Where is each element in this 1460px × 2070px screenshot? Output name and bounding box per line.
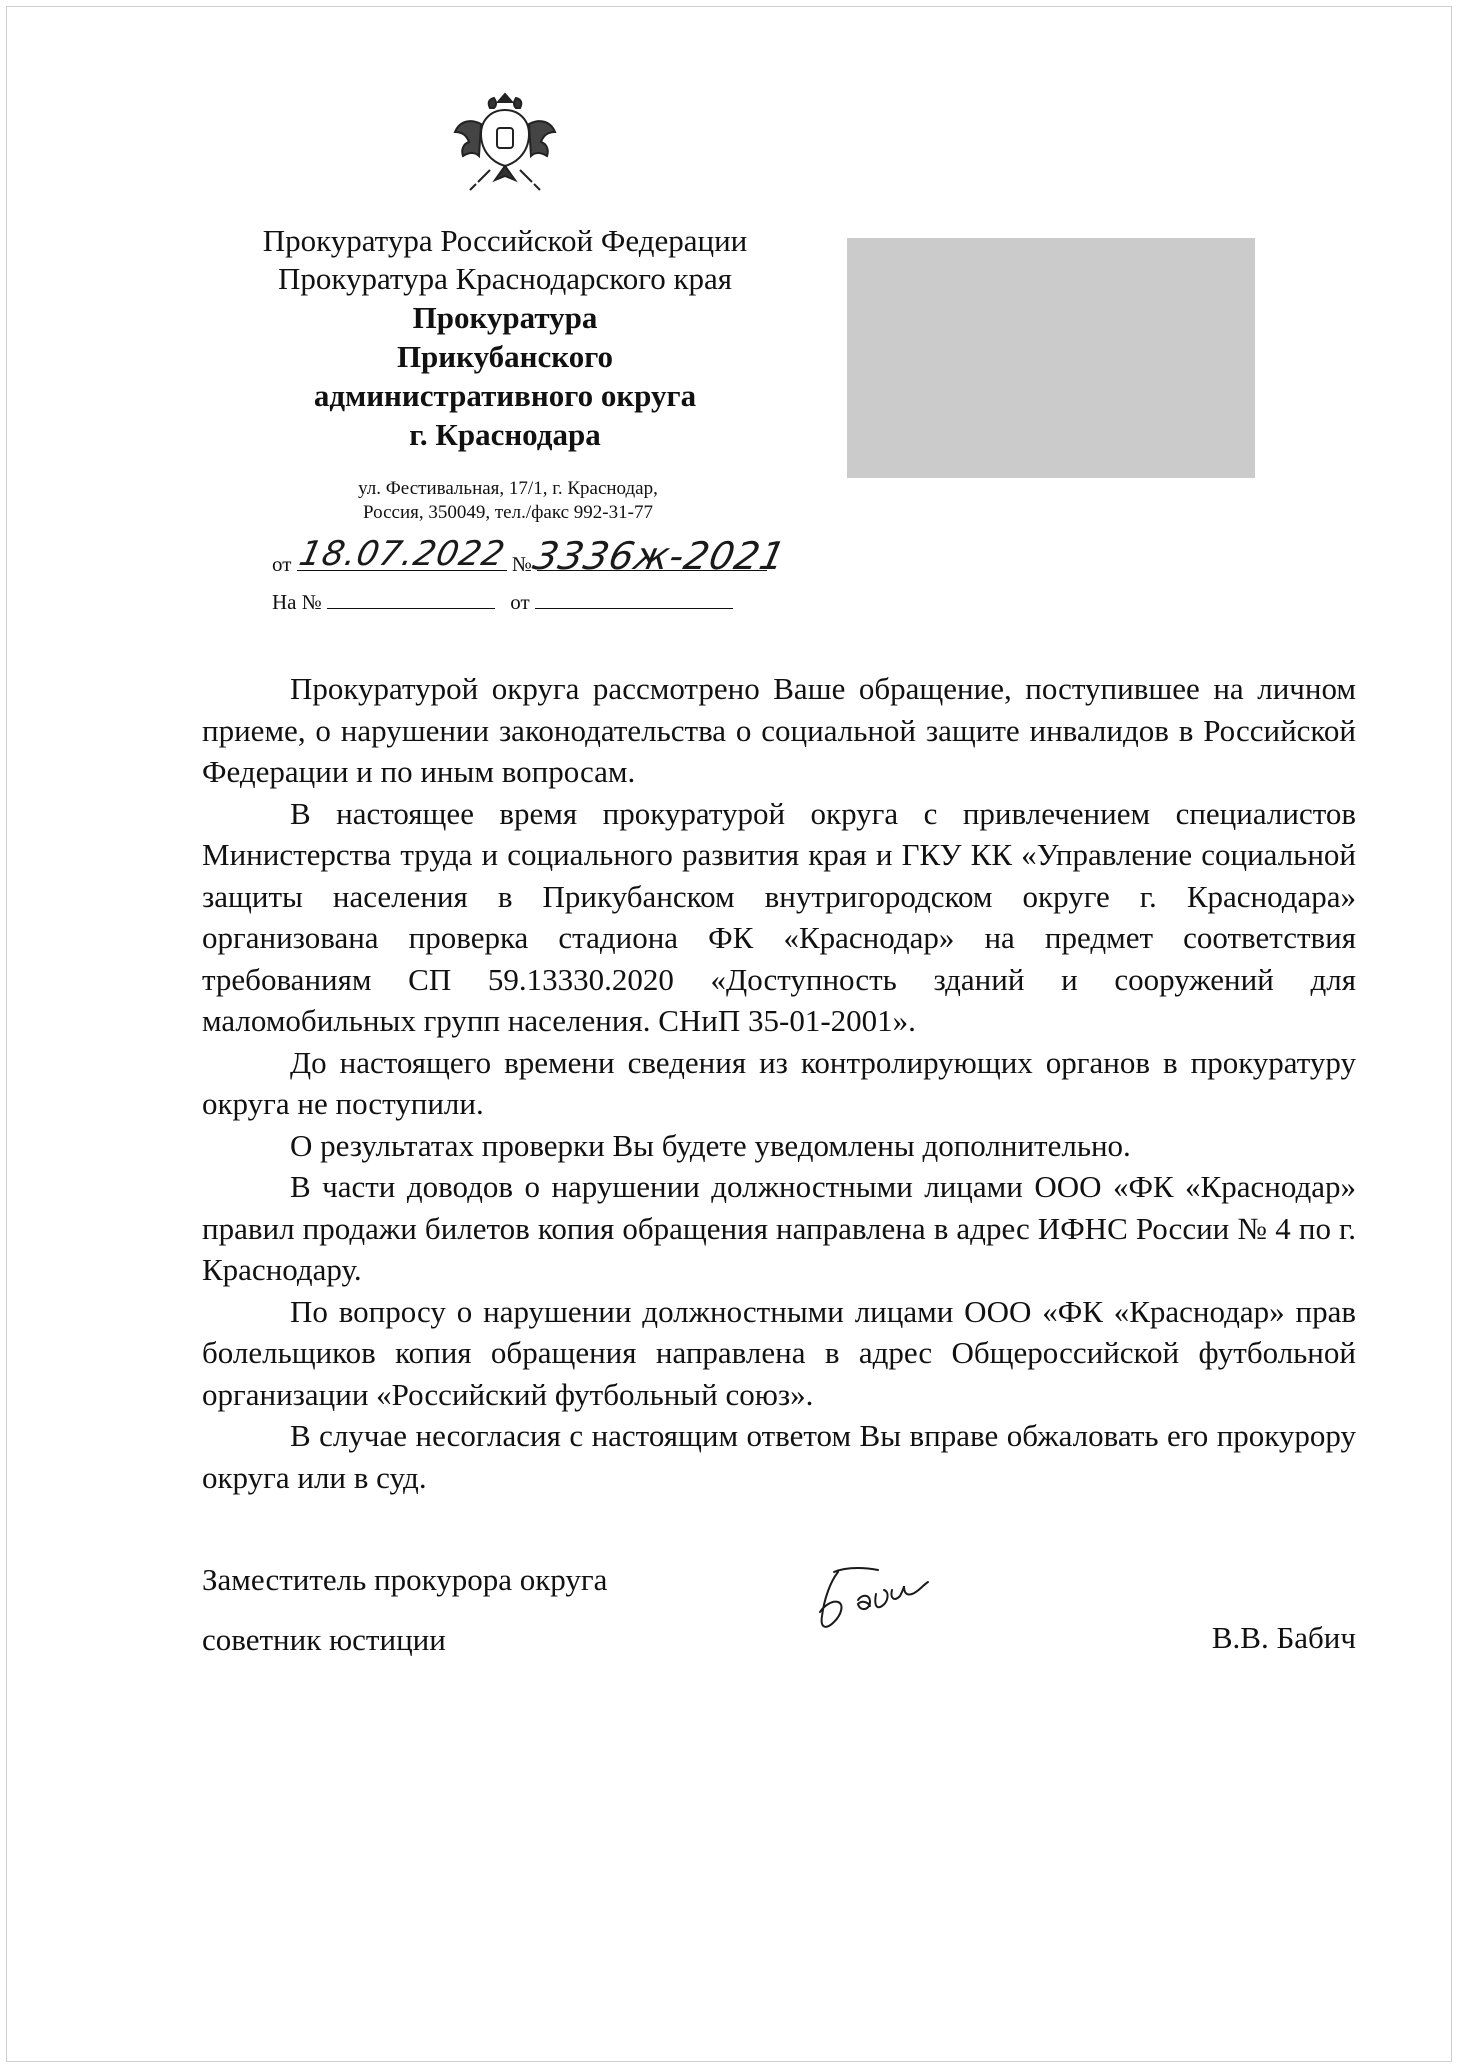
signatory-rank: советник юстиции [202, 1622, 446, 1657]
body-paragraph: О результатах проверки Вы будете уведомлены дополнительно. [290, 1127, 1131, 1163]
org-line-2: Прокуратура Краснодарского края [277, 261, 733, 296]
handwritten-number: 3336ж-2021 [529, 534, 791, 578]
sender-address [318, 477, 698, 525]
address-line-1: ул. Фестивальная, 17/1, г. Краснодар, [358, 478, 658, 499]
body-paragraph: В случае несогласия с настоящим ответом Вы вправе обжаловать его прокурору округа или в суд. [202, 1418, 1356, 1495]
reference-line [272, 590, 733, 615]
org-line-1: Прокуратура Российской Федерации [262, 223, 748, 258]
office-line-3: административного округа [313, 378, 697, 413]
letter-body [202, 668, 1356, 1498]
ref-date-blank [535, 607, 733, 609]
office-line-2: Прикубанского [396, 339, 614, 374]
sender-header [200, 222, 810, 454]
body-paragraph: В настоящее время прокуратурой округа с привлечением специалистов Министерства труда и социального развития края и ГКУ КК «Управление социальной защиты населения в Прикубанском внутригородском округе г. Краснодара» организована проверка стадиона ФК «Краснодар» на предмет соответствия требованиям СП 59.13330.2020 «Доступность зданий и сооружений для маломобильных групп населения. СНиП 35-01-2001». [202, 795, 1356, 1038]
signatory-position: Заместитель прокурора округа [202, 1562, 608, 1597]
redacted-recipient-block [847, 238, 1255, 478]
office-line-4: г. Краснодара [409, 417, 601, 452]
handwritten-signature [800, 1560, 960, 1640]
body-paragraph: Прокуратурой округа рассмотрено Ваше обращение, поступившее на личном приеме, о нарушении законодательства о социальной защите инвалидов в Российской Федерации и по иным вопросам. [202, 671, 1356, 789]
body-paragraph: По вопросу о нарушении должностными лицами ООО «ФК «Краснодар» прав болельщиков копия обращения направлена в адрес Общероссийской футбольной организации «Российский футбольный союз». [202, 1293, 1356, 1412]
body-paragraph: В части доводов о нарушении должностными лицами ООО «ФК «Краснодар» правил продажи билетов копия обращения направлена в адрес ИФНС России № 4 по г. Краснодару. [202, 1169, 1356, 1287]
body-paragraph: До настоящего времени сведения из контролирующих органов в прокуратуру округа не поступили. [202, 1044, 1356, 1121]
ref-number-blank [327, 607, 495, 609]
number-label: № [511, 552, 532, 576]
ref-from-label: от [510, 590, 530, 614]
signatory-name: В.В. Бабич [1211, 1620, 1356, 1655]
coat-of-arms-emblem [450, 88, 560, 198]
ref-number-label: На № [272, 590, 322, 614]
address-line-2: Россия, 350049, тел./факс 992-31-77 [363, 502, 653, 523]
from-label: от [272, 552, 292, 576]
handwritten-date: 18.07.2022 [295, 534, 509, 574]
office-line-1: Прокуратура [412, 300, 598, 335]
